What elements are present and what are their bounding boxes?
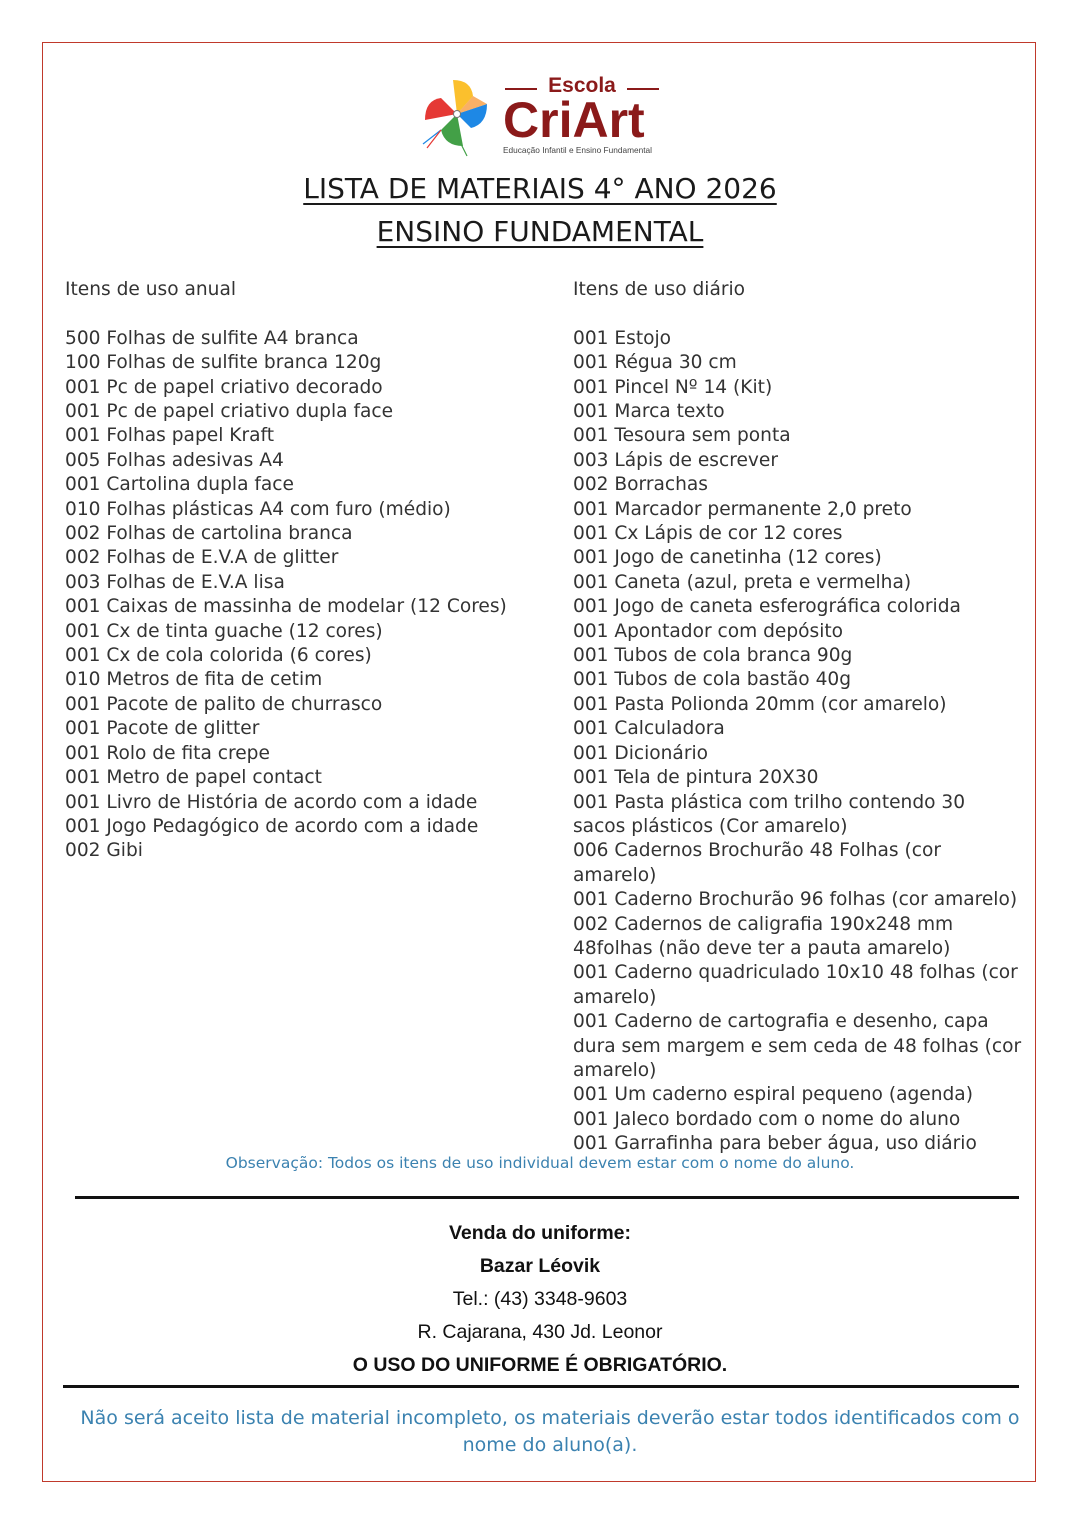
annual-items-list (65, 327, 545, 864)
daily-items-list (573, 327, 1023, 1157)
daily-list-item: 001 Estojo (573, 327, 672, 349)
daily-items-column (573, 278, 1023, 1157)
daily-list-item: 001 Jogo de canetinha (12 cores) (573, 547, 882, 569)
annual-list-item: 002 Folhas de cartolina branca (65, 523, 353, 545)
daily-list-item: 002 Borrachas (573, 474, 708, 496)
annual-list-item: 001 Cx de cola colorida (6 cores) (65, 645, 372, 667)
annual-list-item: 100 Folhas de sulfite branca 120g (65, 352, 382, 374)
logo-school-word: Escola (548, 74, 616, 97)
daily-list-item: 001 Marcador permanente 2,0 preto (573, 498, 912, 520)
annual-list-item: 001 Pc de papel criativo dupla face (65, 401, 394, 423)
daily-list-item: 001 Pincel Nº 14 (Kit) (573, 376, 773, 398)
divider-bottom (63, 1385, 1019, 1388)
daily-list-item: 001 Tubos de cola branca 90g (573, 645, 853, 667)
annual-list-item: 002 Gibi (65, 840, 143, 862)
annual-list-item: 001 Jogo Pedagógico de acordo com a idade (65, 815, 479, 837)
daily-list-item: 003 Lápis de escrever (573, 449, 778, 471)
logo-brand: CriArt (503, 92, 645, 148)
pinwheel-logo-icon (415, 68, 675, 160)
daily-heading: Itens de uso diário (573, 279, 746, 300)
daily-list-item: 001 Um caderno espiral pequeno (agenda) (573, 1084, 973, 1106)
page-title: LISTA DE MATERIAIS 4° ANO 2026 (303, 172, 777, 205)
daily-list-item: 001 Garrafinha para beber água, uso diário (573, 1133, 977, 1155)
uniform-heading: Venda do uniforme: (448, 1222, 631, 1244)
annual-list-item: 001 Cx de tinta guache (12 cores) (65, 620, 383, 642)
daily-list-item: 001 Caneta (azul, preta e vermelha) (573, 571, 912, 593)
annual-list-item: 001 Caixas de massinha de modelar (12 Cores) (65, 596, 507, 618)
daily-list-item: 001 Jaleco bordado com o nome do aluno (573, 1108, 961, 1130)
daily-list-item: 001 Marca texto (573, 401, 725, 423)
uniform-store: Bazar Léovik (479, 1255, 601, 1277)
daily-list-item: 006 Cadernos Brochurão 48 Folhas (cor amarelo) (573, 840, 941, 886)
daily-list-item: 001 Régua 30 cm (573, 352, 737, 374)
annual-list-item: 010 Folhas plásticas A4 com furo (médio) (65, 498, 451, 520)
daily-list-item: 001 Jogo de caneta esferográfica colorida (573, 596, 961, 618)
annual-list-item: 001 Pacote de palito de churrasco (65, 693, 383, 715)
daily-list-item: 001 Calculadora (573, 718, 725, 740)
uniform-mandatory: O USO DO UNIFORME É OBRIGATÓRIO. (352, 1354, 728, 1376)
divider-top (75, 1196, 1019, 1199)
annual-items-column (65, 278, 545, 864)
annual-heading: Itens de uso anual (65, 279, 237, 300)
daily-list-item: 001 Caderno de cartografia e desenho, capa dura sem margem e sem ceda de 48 folhas (cor amarelo) (573, 1011, 1022, 1081)
annual-list-item: 005 Folhas adesivas A4 (65, 449, 284, 471)
daily-list-item: 001 Cx Lápis de cor 12 cores (573, 523, 843, 545)
annual-list-item: 001 Rolo de fita crepe (65, 742, 270, 764)
annual-list-item: 001 Folhas papel Kraft (65, 425, 275, 447)
daily-list-item: 001 Pasta Polionda 20mm (cor amarelo) (573, 693, 947, 715)
annual-list-item: 001 Livro de História de acordo com a idade (65, 791, 478, 813)
daily-list-item: 001 Tesoura sem ponta (573, 425, 791, 447)
uniform-address: R. Cajarana, 430 Jd. Leonor (417, 1321, 663, 1343)
daily-list-item: 001 Pasta plástica com trilho contendo 30 sacos plásticos (Cor amarelo) (573, 791, 966, 837)
uniform-phone: Tel.: (43) 3348-9603 (452, 1288, 628, 1310)
daily-list-item: 001 Caderno quadriculado 10x10 48 folhas (cor amarelo) (573, 962, 1018, 1008)
annual-list-item: 002 Folhas de E.V.A de glitter (65, 547, 339, 569)
daily-list-item: 001 Tubos de cola bastão 40g (573, 669, 852, 691)
daily-list-item: 001 Apontador com depósito (573, 620, 844, 642)
daily-list-item: 002 Cadernos de caligrafia 190x248 mm 48folhas (não deve ter a pauta amarelo) (573, 913, 954, 959)
annual-list-item: 001 Pc de papel criativo decorado (65, 376, 383, 398)
footer-note: Não será aceito lista de material incompleto, os materiais deverão estar todos identificados com o nome do aluno(a). (80, 1407, 1020, 1456)
annual-list-item: 500 Folhas de sulfite A4 branca (65, 327, 359, 349)
daily-list-item: 001 Dicionário (573, 742, 709, 764)
daily-list-item: 001 Caderno Brochurão 96 folhas (cor amarelo) (573, 889, 1018, 911)
logo-tagline: Educação Infantil e Ensino Fundamental (503, 145, 652, 155)
annual-list-item: 001 Cartolina dupla face (65, 474, 294, 496)
annual-list-item: 003 Folhas de E.V.A lisa (65, 571, 285, 593)
daily-list-item: 001 Tela de pintura 20X30 (573, 767, 819, 789)
school-logo (415, 68, 675, 160)
annual-list-item: 001 Pacote de glitter (65, 718, 260, 740)
annual-list-item: 010 Metros de fita de cetim (65, 669, 323, 691)
annual-list-item: 001 Metro de papel contact (65, 767, 322, 789)
page-subtitle: ENSINO FUNDAMENTAL (376, 215, 704, 248)
observation-note: Observação: Todos os itens de uso individual devem estar com o nome do aluno. (225, 1154, 855, 1172)
